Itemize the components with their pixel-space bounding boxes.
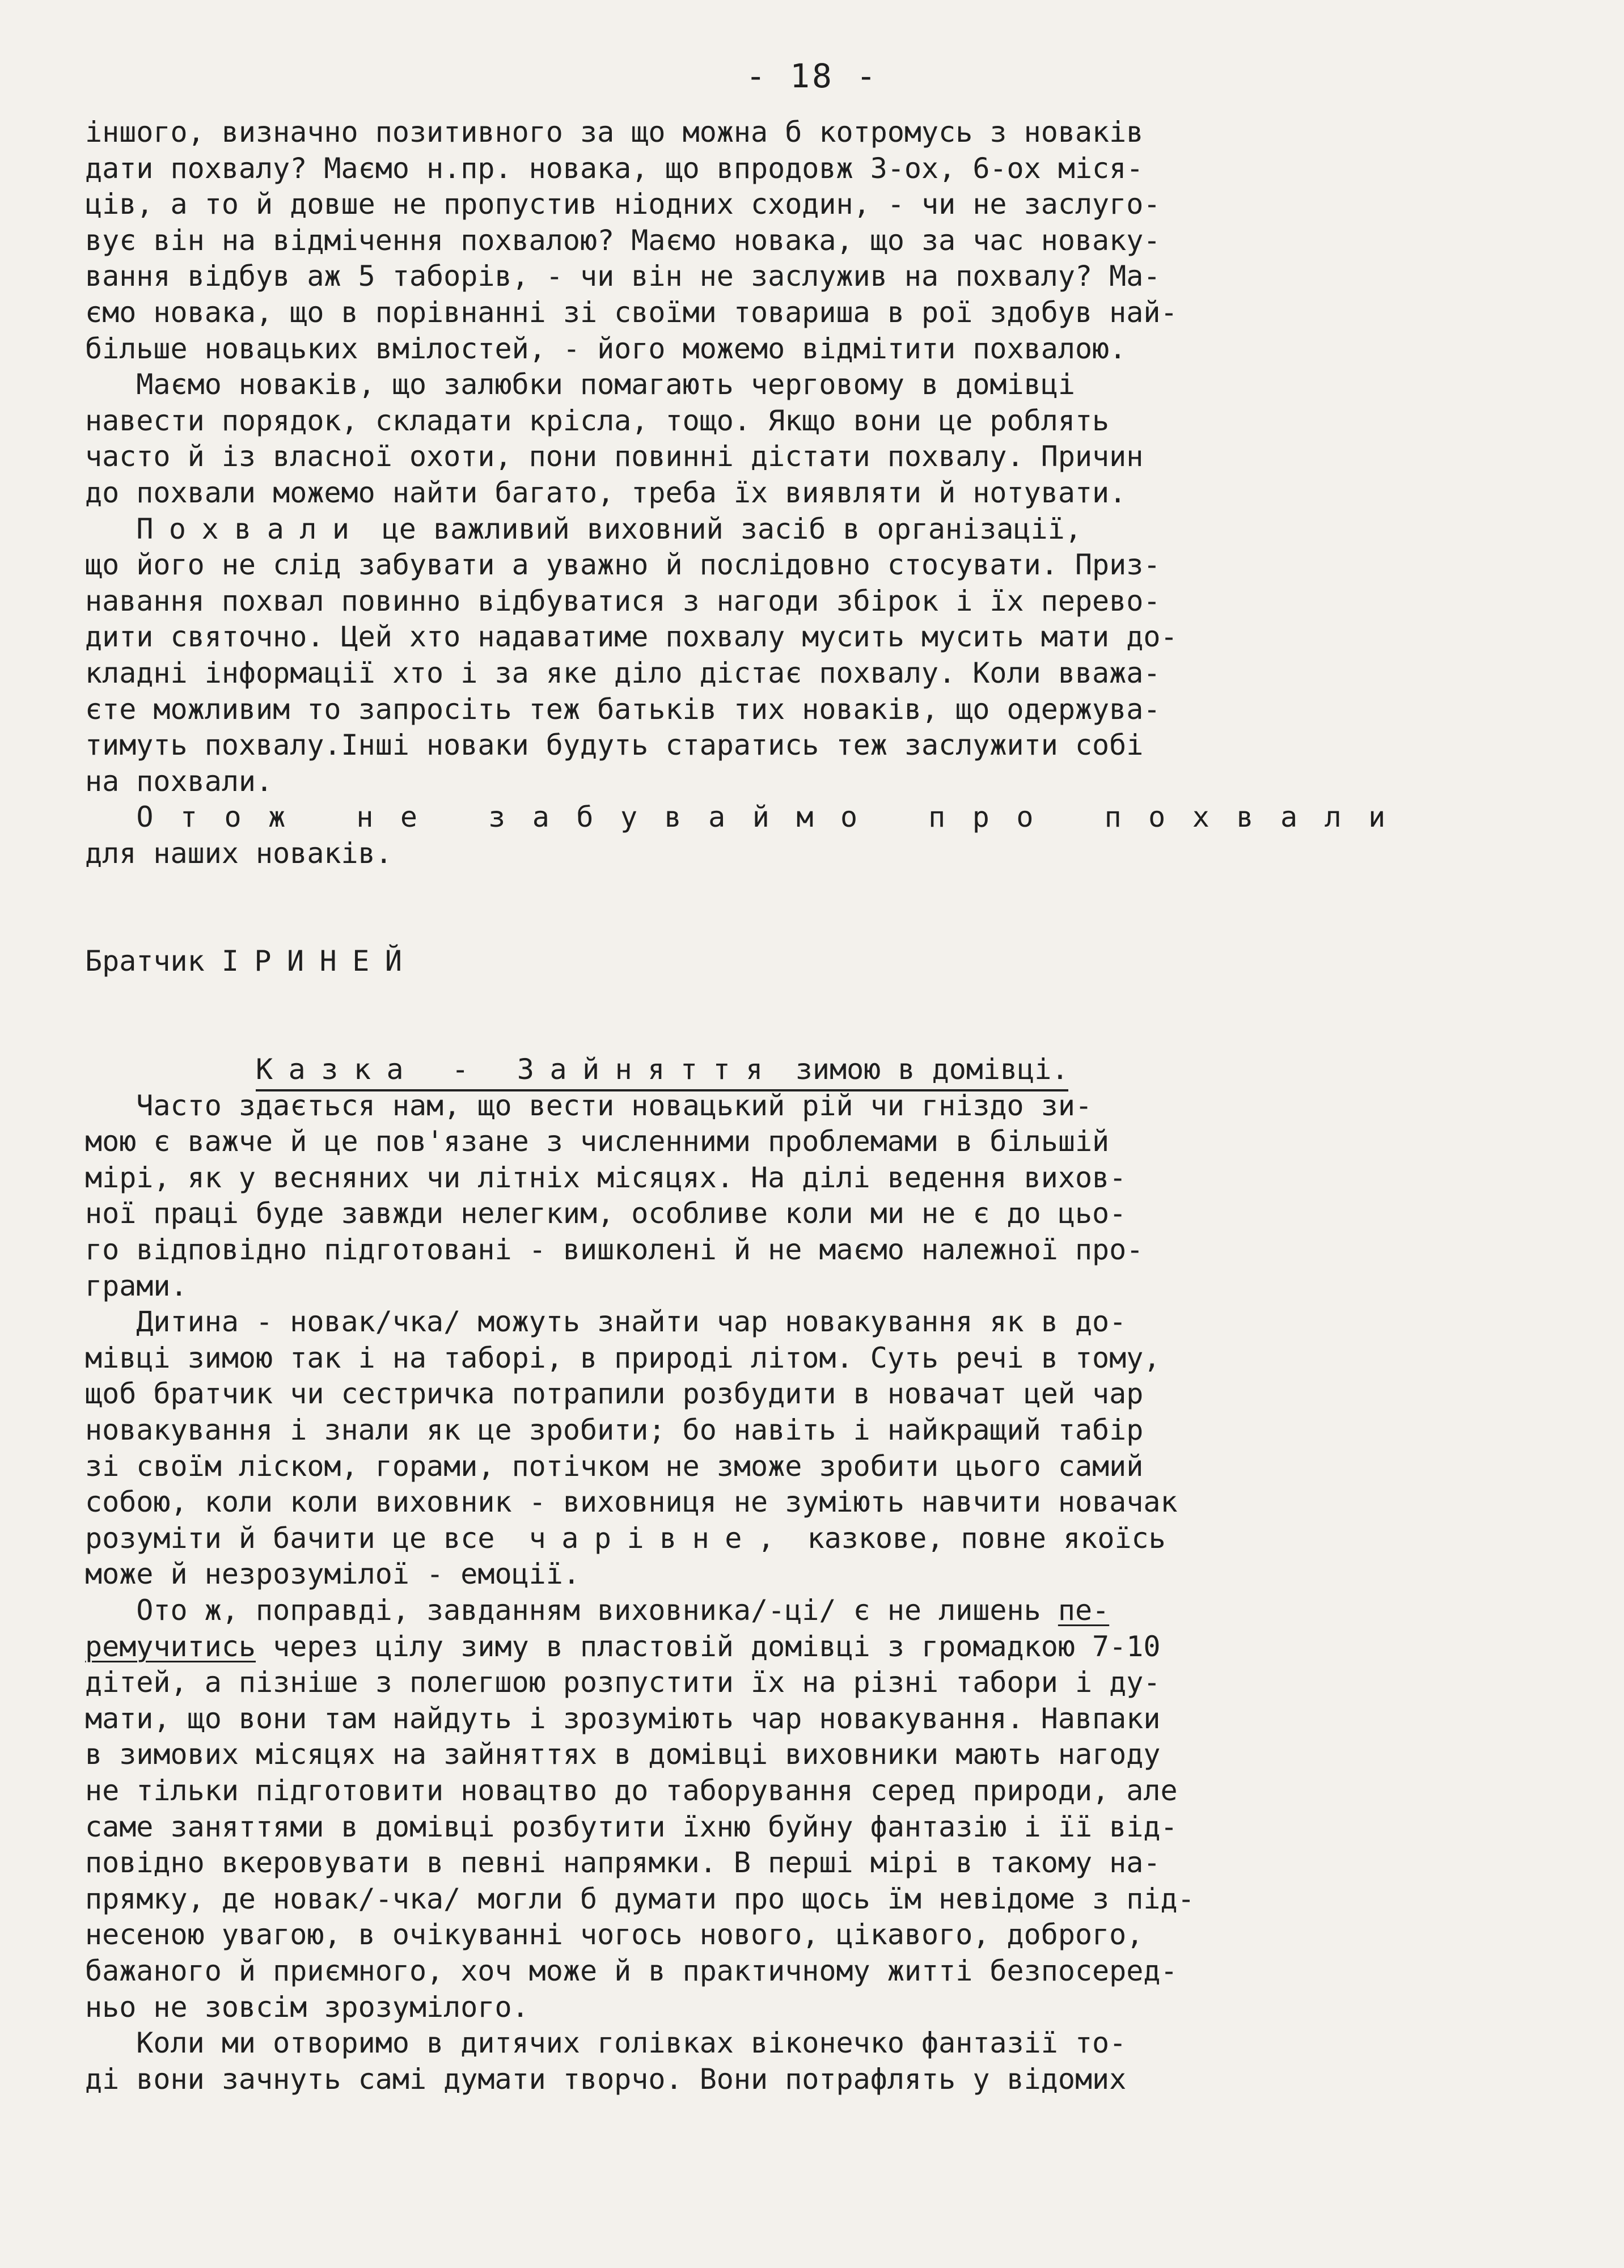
- text-line: щоб братчик чи сестричка потрапили розбудити в новачат цей чар: [85, 1377, 1144, 1411]
- paragraph-helpers: [85, 367, 1548, 511]
- text-line: Коли ми отворимо в дитячих голівках віконечко фантазії то-: [85, 2026, 1127, 2060]
- text-line: не тільки підготовити новацтво до таборування серед природи, але: [85, 1774, 1178, 1807]
- page-number: - 18 -: [746, 57, 878, 95]
- text-line: Ото ж, поправді, завданням виховника/-ці/ є не лишень пе-: [85, 1593, 1110, 1627]
- text-line: більше новацьких вмілостей, - його можемо відмітити похвалою.: [85, 332, 1127, 365]
- text-line: го відповідно підготовані - вишколені й не маємо належної про-: [85, 1233, 1144, 1267]
- paragraph-task: [85, 1593, 1548, 2025]
- text-line: мівці зимою так і на таборі, в природі літом. Суть речі в тому,: [85, 1341, 1161, 1374]
- spaced-phrase: Отож не забуваймо про похвали: [136, 801, 1412, 834]
- text-line: кладні інформації хто і за яке діло дістає похвалу. Коли вважа-: [85, 656, 1161, 689]
- text-line: Похвали це важливий виховний засіб в організації,: [136, 512, 1082, 545]
- text-line: дати похвалу? Маємо н.пр. новака, що впродовж 3-ох, 6-ох міся-: [85, 151, 1144, 185]
- text-line: ної праці буде завжди нелегким, особливе коли ми не є до цьо-: [85, 1197, 1127, 1230]
- text-line: мірі, як у весняних чи літніх місяцях. На ділі ведення вихов-: [85, 1161, 1127, 1194]
- spaced-word-magical: чарівне,: [528, 1521, 790, 1555]
- paragraph-praise-examples: [85, 115, 1548, 367]
- text-line: іншого, визначно позитивного за що можна б котромусь з новаків: [85, 116, 1144, 149]
- text-line: прямку, де новак/-чка/ могли б думати про щось їм невідоме з під-: [85, 1882, 1195, 1915]
- document-body: [85, 115, 1548, 2097]
- text-line: що його не слід забувати а уважно й послідовно стосувати. Приз-: [85, 548, 1161, 582]
- text-line: в зимових місяцях на зайняттях в домівці виховники мають нагоду: [85, 1738, 1161, 1771]
- text-line: єте можливим то запросіть теж батьків тих новаків, що одержува-: [85, 692, 1161, 726]
- paragraph-conclusion: [85, 799, 1548, 871]
- text-line: розуміти й бачити це все чарівне, казкове, повне якоїсь: [85, 1521, 1166, 1555]
- text-line: мою є важче й це пов'язане з численними проблемами в більшій: [85, 1125, 1110, 1158]
- paragraph-charm: [85, 1304, 1548, 1593]
- text-line: ремучитись через цілу зиму в пластовій домівці з громадкою 7-10: [85, 1630, 1161, 1663]
- text-line: грами.: [85, 1269, 188, 1302]
- text-line: Часто здається нам, що вести новацький рій чи гніздо зи-: [85, 1089, 1093, 1122]
- text-line: вує він на відмічення похвалою? Маємо новака, що за час новаку-: [85, 223, 1161, 257]
- text-line: для наших новаків.: [85, 836, 392, 870]
- text-line: саме заняттями в домівці розбутити їхню буйну фантазію і її від-: [85, 1810, 1178, 1843]
- text-line: собою, коли коли виховник - виховниця не зуміють навчити новачак: [85, 1486, 1178, 1519]
- text-line: повідно вкеровувати в певні напрямки. В перші мірі в такому на-: [85, 1846, 1161, 1880]
- text-line: часто й із власної охоти, пони повинні дістати похвалу. Причин: [85, 440, 1144, 473]
- signature-name: ІРИНЕЙ: [221, 945, 418, 978]
- text-line: [85, 799, 1548, 836]
- text-line: дітей, а пізніше з полегшою розпустити їх на різні табори і ду-: [85, 1666, 1161, 1699]
- underlined-word: ремучитись: [85, 1630, 256, 1663]
- text-line: навання похвал повинно відбуватися з нагоди збірок і їх перево-: [85, 584, 1161, 617]
- paragraph-praise-importance: [85, 511, 1548, 800]
- text-line: несеною увагою, в очікуванні чогось нового, цікавого, доброго,: [85, 1918, 1144, 1952]
- text-line: тимуть похвалу.Інші новаки будуть старатись теж заслужити собі: [85, 729, 1144, 762]
- text-line: ців, а то й довше не пропустив ніодних сходин, - чи не заслуго-: [85, 188, 1161, 221]
- text-line: Маємо новаків, що залюбки помагають черговому в домівці: [85, 368, 1075, 401]
- text-line: на похвали.: [85, 764, 273, 798]
- text-line: новакування і знали як це зробити; бо навіть і найкращий табір: [85, 1414, 1144, 1446]
- paragraph-fantasy: [85, 2025, 1548, 2097]
- text-line: до похвали можемо найти багато, треба їх виявляти й нотувати.: [85, 476, 1127, 509]
- text-line: ньо не зовсім зрозумілого.: [85, 1990, 529, 2024]
- spaced-word-praise: Похвали: [136, 512, 365, 545]
- signature: Братчик ІРИНЕЙ: [85, 945, 418, 978]
- text-line: навести порядок, складати крісла, тощо. Якщо вони це роблять: [85, 404, 1110, 437]
- paragraph-winter-work: [85, 1088, 1548, 1305]
- text-line: мати, що вони там найдуть і зрозуміють чар новакування. Навпаки: [85, 1702, 1161, 1735]
- text-line: бажаного й приємного, хоч може й в практичному житті безпосеред-: [85, 1954, 1178, 1987]
- text-line: дити святочно. Цей хто надаватиме похвалу мусить мусить мати до-: [85, 620, 1178, 654]
- section-title-text: Казка - Зайняття зимою в домівці.: [256, 1052, 1068, 1091]
- underlined-word: пе-: [1058, 1593, 1110, 1627]
- text-line: вання відбув аж 5 таборів, - чи він не заслужив на похвалу? Ма-: [85, 260, 1161, 293]
- section-title: [85, 1052, 1548, 1088]
- text-line: Дитина - новак/чка/ можуть знайти чар новакування як в до-: [85, 1305, 1127, 1339]
- text-line: зі своїм ліском, горами, потічком не зможе зробити цього самий: [85, 1449, 1144, 1483]
- text-line: може й незрозумілої - емоції.: [85, 1558, 580, 1591]
- text-line: ємо новака, що в порівнанні зі своїми товариша в рої здобув най-: [85, 295, 1178, 329]
- text-line: ді вони зачнуть самі думати творчо. Вони потрафлять у відомих: [85, 2062, 1127, 2096]
